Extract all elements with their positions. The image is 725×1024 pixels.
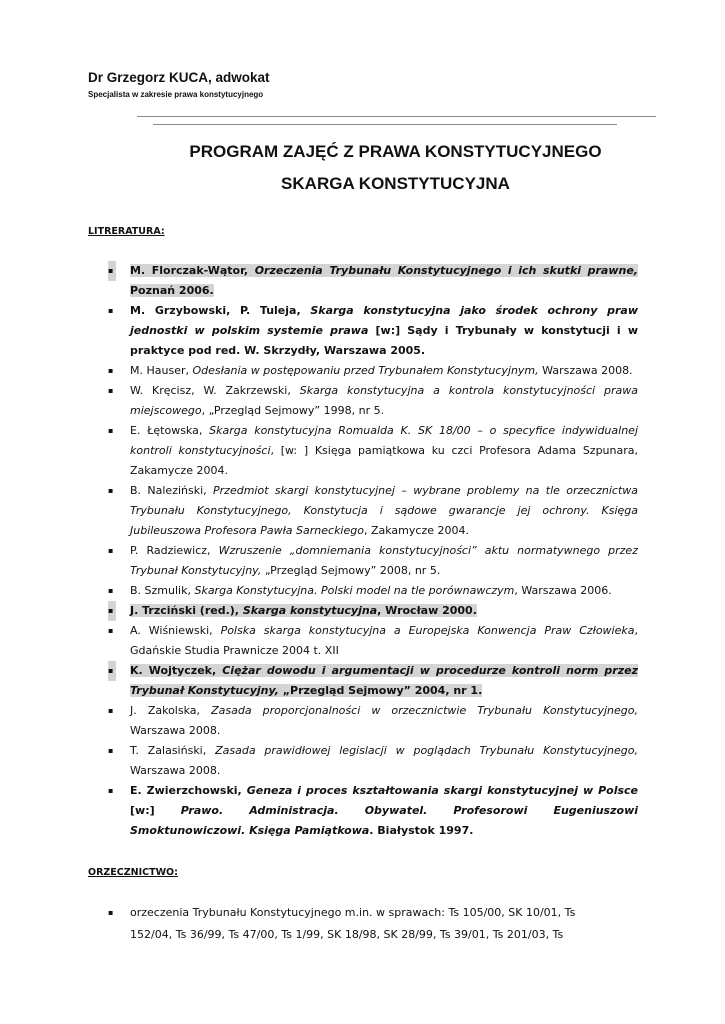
citation-segment: J. Trzciński (red.), [130,604,243,617]
literature-item [0,481,725,541]
bullet-icon: ▪ [108,706,114,715]
literature-item [0,781,725,841]
citation-segment: E. Zwierzchowski, [130,784,247,797]
bullet-icon: ▪ [108,786,114,795]
page-subtitle: SKARGA KONSTYTUCYJNA [281,174,510,193]
literature-item-text [130,481,638,541]
literature-heading: LITRERATURA: [88,226,165,237]
header-rule-top [137,116,656,117]
literature-item-text [130,701,638,741]
literature-item [0,421,725,481]
literature-item-text [130,781,638,841]
bullet-icon: ▪ [108,586,114,595]
literature-item-text [130,601,638,621]
citation-segment: A. Wiśniewski, [130,624,221,637]
citation-segment: K. Wojtyczek, [130,664,223,677]
literature-item-text [130,361,638,381]
citation-segment: B. Naleziński, [130,484,214,497]
bullet-icon: ▪ [108,306,114,315]
citation-segment: Geneza i proces kształtowania skargi konstytucyjnej w Polsce [246,784,639,797]
citation-segment: „Przegląd Sejmowy” 2004, nr 1. [278,684,483,697]
literature-list [0,261,725,841]
literature-item [0,261,725,301]
citation-segment: Ciężar dowodu i argumentacji w procedurze kontroli norm przez Trybunał Konstytucyjny, [130,664,638,697]
literature-item [0,301,725,361]
bullet-icon: ▪ [108,386,114,395]
citation-segment: Prawo. Administracja. Obywatel. Profesorowi Eugeniuszowi Smoktunowiczowi. Księga Pamiątkowa [130,804,638,837]
bullet-icon: ▪ [108,661,116,681]
literature-item-text [130,621,638,661]
citation-segment: , Wrocław 2000. [377,604,477,617]
case-law-list [0,902,725,946]
literature-item-text [130,741,638,781]
citation-segment: J. Zakolska, [130,704,212,717]
citation-segment: T. Zalasiński, [130,744,216,757]
citation-segment: W. Kręcisz, W. Zakrzewski, [130,384,300,397]
case-law-heading: ORZECZNICTWO: [88,867,178,878]
header-rule-bottom [153,124,617,125]
literature-item [0,661,725,701]
citation-segment: Zasada proporcjonalności w orzecznictwie Trybunału Konstytucyjnego, [211,704,638,717]
literature-item-text [130,661,638,701]
bullet-icon: ▪ [108,366,114,375]
citation-segment: , Gdańskie Studia Prawnicze 2004 t. XII [130,624,638,657]
author-specialization: Specjalista w zakresie prawa konstytucyjnego [88,90,264,99]
literature-item-text [130,541,638,581]
citation-segment: [w:] Sądy i Trybunały w konstytucji i w praktyce pod red. W. Skrzydły, Warszawa 2005. [130,324,638,357]
citation-segment: [w:] [130,804,181,817]
citation-segment: , [w: ] Księga pamiątkowa ku czci Profesora Adama Szpunara, Zakamycze 2004. [130,444,639,477]
literature-item-text [130,581,638,601]
author-name: Dr Grzegorz KUCA, adwokat [88,70,270,85]
citation-segment: Skarga konstytucyjna a kontrola konstytucyjności prawa miejscowego [130,384,638,417]
citation-segment: M. Grzybowski, P. Tuleja, [130,304,311,317]
citation-segment: Warszawa 2008. [538,364,633,377]
case-law-item-text: orzeczenia Trybunału Konstytucyjnego m.in. w sprawach: Ts 105/00, SK 10/01, Ts 152/04, Ts 36/99, Ts 47/00, Ts 1/99, SK 18/98, SK 28/99, Ts 39/01, Ts 201/03, Ts [130,906,576,941]
citation-segment: Zasada prawidłowej legislacji w poglądach Trybunału Konstytucyjnego, [215,744,639,757]
literature-item-text [130,261,638,301]
literature-item [0,741,725,781]
citation-segment: M. Hauser, [130,364,193,377]
case-law-item [0,902,725,946]
citation-segment: P. Radziewicz, [130,544,219,557]
citation-segment: Przedmiot skargi konstytucyjnej – wybrane problemy na tle orzecznictwa Trybunału Konstytucyjnego, Konstytucja i sądowe gwarancje jej ochrony. Księga Jubileuszowa Profesora Pawła Sarneckiego [130,484,638,537]
bullet-icon: ▪ [108,261,116,281]
bullet-icon: ▪ [108,486,114,495]
bullet-icon: ▪ [108,546,114,555]
citation-segment: Wzruszenie „domniemania konstytucyjności” aktu normatywnego przez Trybunał Konstytucyjny, [130,544,638,577]
literature-item [0,541,725,581]
bullet-icon: ▪ [108,426,114,435]
citation-segment: Skarga Konstytucyjna. Polski model na tle porównawczym [194,584,515,597]
literature-item [0,621,725,661]
page-title: PROGRAM ZAJĘĆ Z PRAWA KONSTYTUCYJNEGO [189,142,602,161]
literature-item-text [130,381,638,421]
citation-segment: Polska skarga konstytucyjna a Europejska Konwencja Praw Człowieka [220,624,635,637]
literature-item [0,601,725,621]
citation-segment: , „Przegląd Sejmowy” 1998, nr 5. [201,404,385,417]
citation-segment: Skarga konstytucyjna [242,604,378,617]
literature-item-text [130,421,638,481]
citation-segment: „Przegląd Sejmowy” 2008, nr 5. [261,564,441,577]
bullet-icon: ▪ [108,626,114,635]
citation-segment: Odesłania w postępowaniu przed Trybunałem Konstytucyjnym, [192,364,539,377]
citation-segment: Warszawa 2008. [130,724,221,737]
literature-item-text [130,301,638,361]
citation-segment: E. Łętowska, [130,424,210,437]
citation-segment: Orzeczenia Trybunału Konstytucyjnego i ich skutki prawne, [254,264,638,277]
citation-segment: , Warszawa 2006. [514,584,612,597]
citation-segment: , Zakamycze 2004. [363,524,469,537]
citation-segment: Skarga konstytucyjna jako środek ochrony praw jednostki w polskim systemie prawa [130,304,638,337]
bullet-icon: ▪ [108,746,114,755]
citation-segment: B. Szmulik, [130,584,195,597]
citation-segment: Skarga konstytucyjna Romualda K. SK 18/00 – o specyfice indywidualnej kontroli konstytucyjności [130,424,639,457]
literature-item [0,361,725,381]
citation-segment: Poznań 2006. [130,284,214,297]
citation-segment: M. Florczak-Wątor, [130,264,255,277]
literature-item [0,701,725,741]
citation-segment: . Białystok 1997. [369,824,474,837]
bullet-icon: ▪ [108,908,114,917]
literature-item [0,581,725,601]
literature-item [0,381,725,421]
bullet-icon: ▪ [108,601,116,621]
citation-segment: Warszawa 2008. [130,764,221,777]
